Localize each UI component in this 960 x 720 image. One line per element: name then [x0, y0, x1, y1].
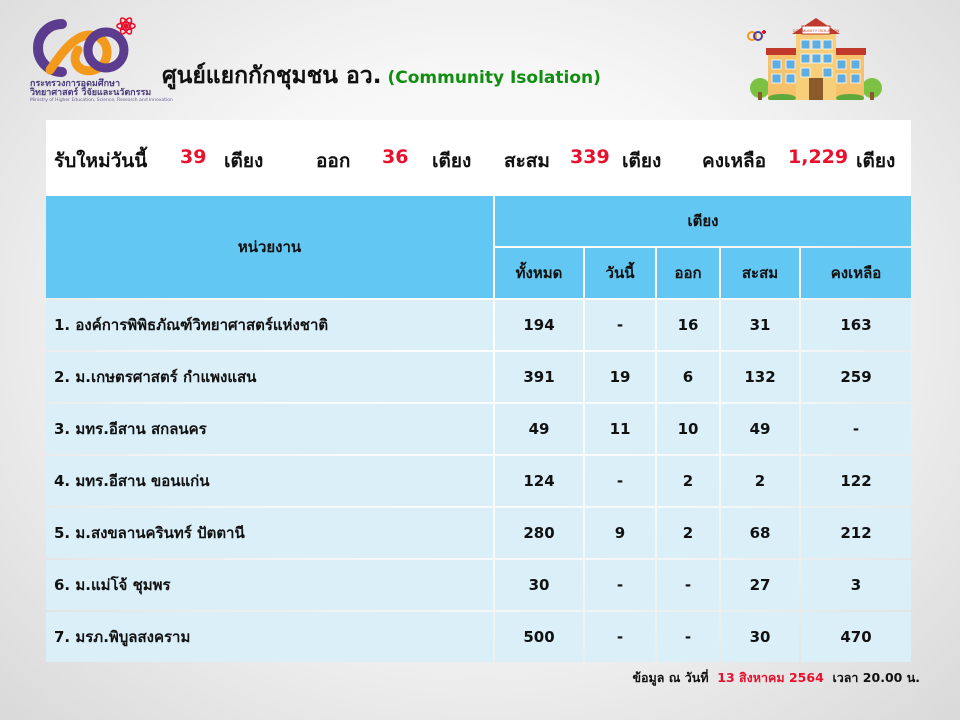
school-building-illustration — [746, 16, 886, 100]
cell-total: 49 — [495, 404, 583, 454]
cell-cumulative: 68 — [721, 508, 799, 558]
cell-remaining: 259 — [801, 352, 911, 402]
cell-remaining: - — [801, 404, 911, 454]
ministry-logo-icon — [28, 14, 140, 80]
cell-out: 2 — [657, 508, 719, 558]
summary-bed-unit: เตียง — [856, 150, 896, 172]
column-header-total: ทั้งหมด — [495, 248, 583, 298]
summary-bed-unit: เตียง — [622, 150, 662, 172]
summary-rem-label: คงเหลือ — [702, 150, 767, 172]
summary-bed-unit: เตียง — [432, 150, 472, 172]
page-title — [162, 58, 601, 94]
timestamp-date: 13 สิงหาคม 2564 — [717, 670, 824, 685]
timestamp-prefix: ข้อมูล ณ วันที่ — [632, 670, 709, 685]
cell-total: 280 — [495, 508, 583, 558]
column-header-today: วันนี้ — [585, 248, 655, 298]
cell-today: - — [585, 300, 655, 350]
column-header-out: ออก — [657, 248, 719, 298]
cell-cumulative: 31 — [721, 300, 799, 350]
cell-total: 391 — [495, 352, 583, 402]
cell-total: 500 — [495, 612, 583, 662]
cell-unit-name: 7. มรภ.พิบูลสงคราม — [46, 612, 493, 662]
cell-unit-name: 6. ม.แม่โจ้ ชุมพร — [46, 560, 493, 610]
cell-today: - — [585, 456, 655, 506]
cell-total: 124 — [495, 456, 583, 506]
summary-bar — [46, 120, 911, 196]
logo-line-1: กระทรวงการอุดมศึกษา — [30, 79, 120, 89]
logo-line-2: วิทยาศาสตร์ วิจัยและนวัตกรรม — [30, 88, 152, 99]
summary-out-value: 36 — [382, 146, 409, 168]
cell-today: - — [585, 612, 655, 662]
cell-remaining: 163 — [801, 300, 911, 350]
summary-cum-label: สะสม — [504, 150, 550, 172]
cell-out: 10 — [657, 404, 719, 454]
cell-today: - — [585, 560, 655, 610]
cell-today: 9 — [585, 508, 655, 558]
cell-unit-name: 4. มทร.อีสาน ขอนแก่น — [46, 456, 493, 506]
logo-line-3: Ministry of Higher Education, Science, Research and Innovation — [30, 97, 173, 103]
column-header-remaining: คงเหลือ — [801, 248, 911, 298]
cell-cumulative: 49 — [721, 404, 799, 454]
cell-today: 11 — [585, 404, 655, 454]
summary-cum-value: 339 — [570, 146, 610, 168]
summary-out-label: ออก — [316, 150, 351, 172]
cell-unit-name: 5. ม.สงขลานครินทร์ ปัตตานี — [46, 508, 493, 558]
cell-cumulative: 2 — [721, 456, 799, 506]
cell-out: 2 — [657, 456, 719, 506]
summary-new-value: 39 — [180, 146, 207, 168]
school-sign-text: COMMUNITY ISOLATION — [792, 28, 840, 33]
cell-remaining: 212 — [801, 508, 911, 558]
ministry-logo — [28, 14, 173, 106]
cell-out: - — [657, 560, 719, 610]
column-header-unit: หน่วยงาน — [46, 196, 493, 298]
summary-new-label: รับใหม่วันนี้ — [54, 150, 148, 172]
isolation-beds-table — [46, 196, 911, 658]
cell-total: 194 — [495, 300, 583, 350]
cell-remaining: 122 — [801, 456, 911, 506]
timestamp-time: เวลา 20.00 น. — [832, 670, 920, 685]
summary-bed-unit: เตียง — [224, 150, 264, 172]
column-header-beds: เตียง — [495, 196, 911, 246]
cell-cumulative: 132 — [721, 352, 799, 402]
cell-remaining: 3 — [801, 560, 911, 610]
cell-cumulative: 27 — [721, 560, 799, 610]
cell-out: - — [657, 612, 719, 662]
cell-total: 30 — [495, 560, 583, 610]
cell-unit-name: 1. องค์การพิพิธภัณฑ์วิทยาศาสตร์แห่งชาติ — [46, 300, 493, 350]
data-timestamp — [633, 668, 921, 688]
summary-rem-value: 1,229 — [788, 146, 849, 168]
cell-unit-name: 2. ม.เกษตรศาสตร์ กำแพงแสน — [46, 352, 493, 402]
cell-remaining: 470 — [801, 612, 911, 662]
cell-today: 19 — [585, 352, 655, 402]
cell-unit-name: 3. มทร.อีสาน สกลนคร — [46, 404, 493, 454]
school-building-icon — [746, 16, 886, 100]
page-title-thai: ศูนย์แยกกักชุมชน อว. — [162, 63, 382, 89]
column-header-cumulative: สะสม — [721, 248, 799, 298]
cell-out: 16 — [657, 300, 719, 350]
cell-out: 6 — [657, 352, 719, 402]
page-title-english: (Community Isolation) — [387, 68, 601, 88]
cell-cumulative: 30 — [721, 612, 799, 662]
